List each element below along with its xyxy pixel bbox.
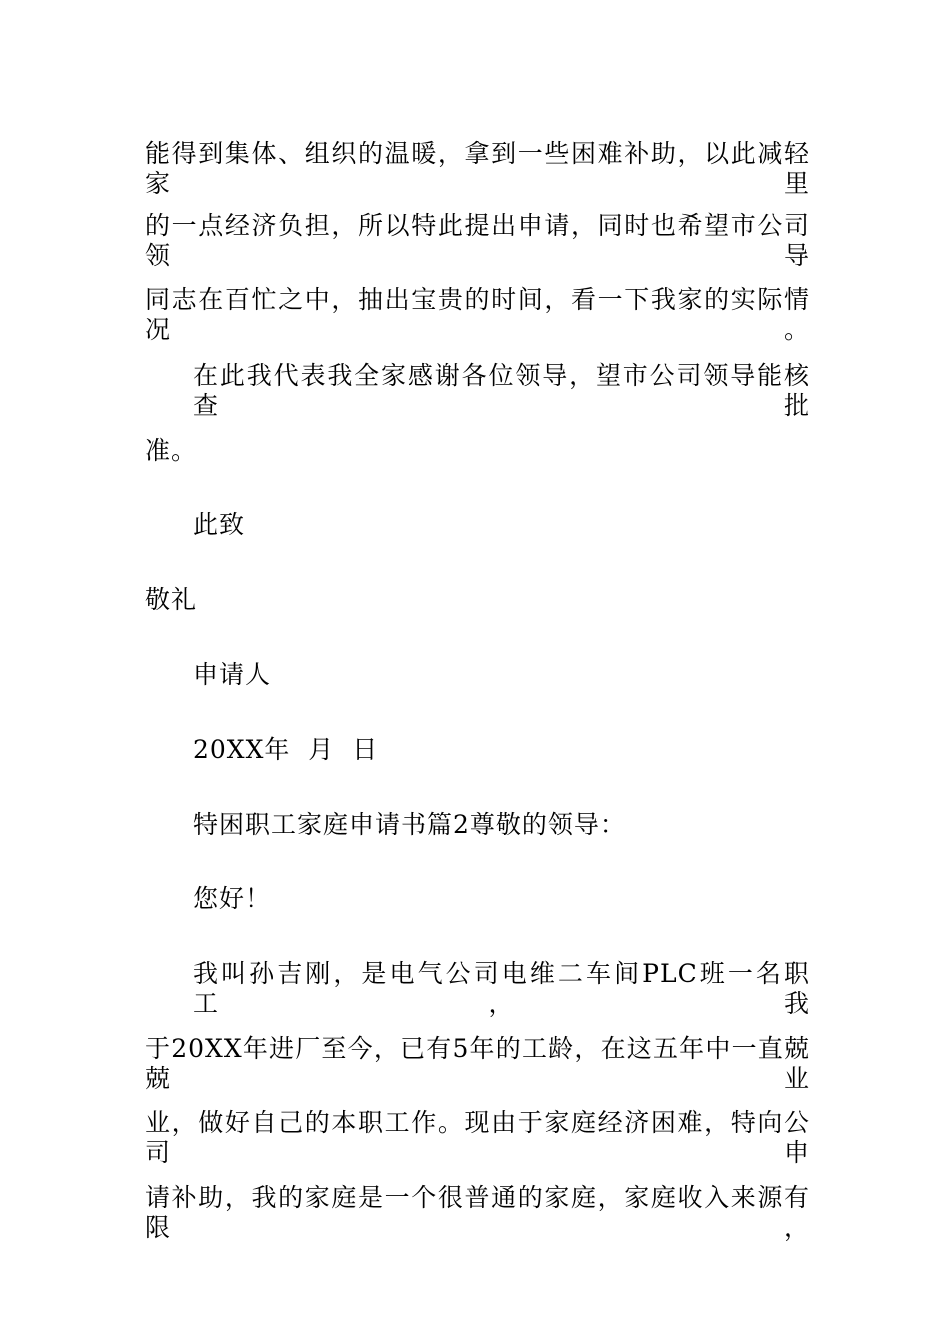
- paragraph-line: 业，做好自己的本职工作。现由于家庭经济困难，特向公司申: [145, 1108, 810, 1167]
- applicant-label: 申请人: [193, 660, 272, 689]
- paragraph-line: 请补助，我的家庭是一个很普通的家庭，家庭收入来源有限，: [145, 1183, 810, 1242]
- closing-regards: 敬礼: [145, 585, 198, 614]
- paragraph-line: 同志在百忙之中，抽出宝贵的时间，看一下我家的实际情况。: [145, 285, 810, 344]
- paragraph-line: 我叫孙吉刚，是电气公司电维二车间PLC班一名职工，我: [193, 959, 810, 1018]
- greeting-line: 您好！: [193, 884, 272, 913]
- closing-salutation: 此致: [193, 510, 246, 539]
- date-line: 20XX年 月 日: [193, 735, 379, 764]
- paragraph-line: 的一点经济负担，所以特此提出申请，同时也希望市公司领导: [145, 211, 810, 270]
- paragraph-line: 于20XX年进厂至今，已有5年的工龄，在这五年中一直兢兢业: [145, 1034, 810, 1093]
- paragraph-line: 准。: [145, 436, 198, 465]
- paragraph-line: 在此我代表我全家感谢各位领导，望市公司领导能核查批: [193, 361, 810, 420]
- section-heading: 特困职工家庭申请书篇2尊敬的领导：: [193, 810, 626, 839]
- paragraph-line: 能得到集体、组织的温暖，拿到一些困难补助，以此减轻家里: [145, 139, 810, 198]
